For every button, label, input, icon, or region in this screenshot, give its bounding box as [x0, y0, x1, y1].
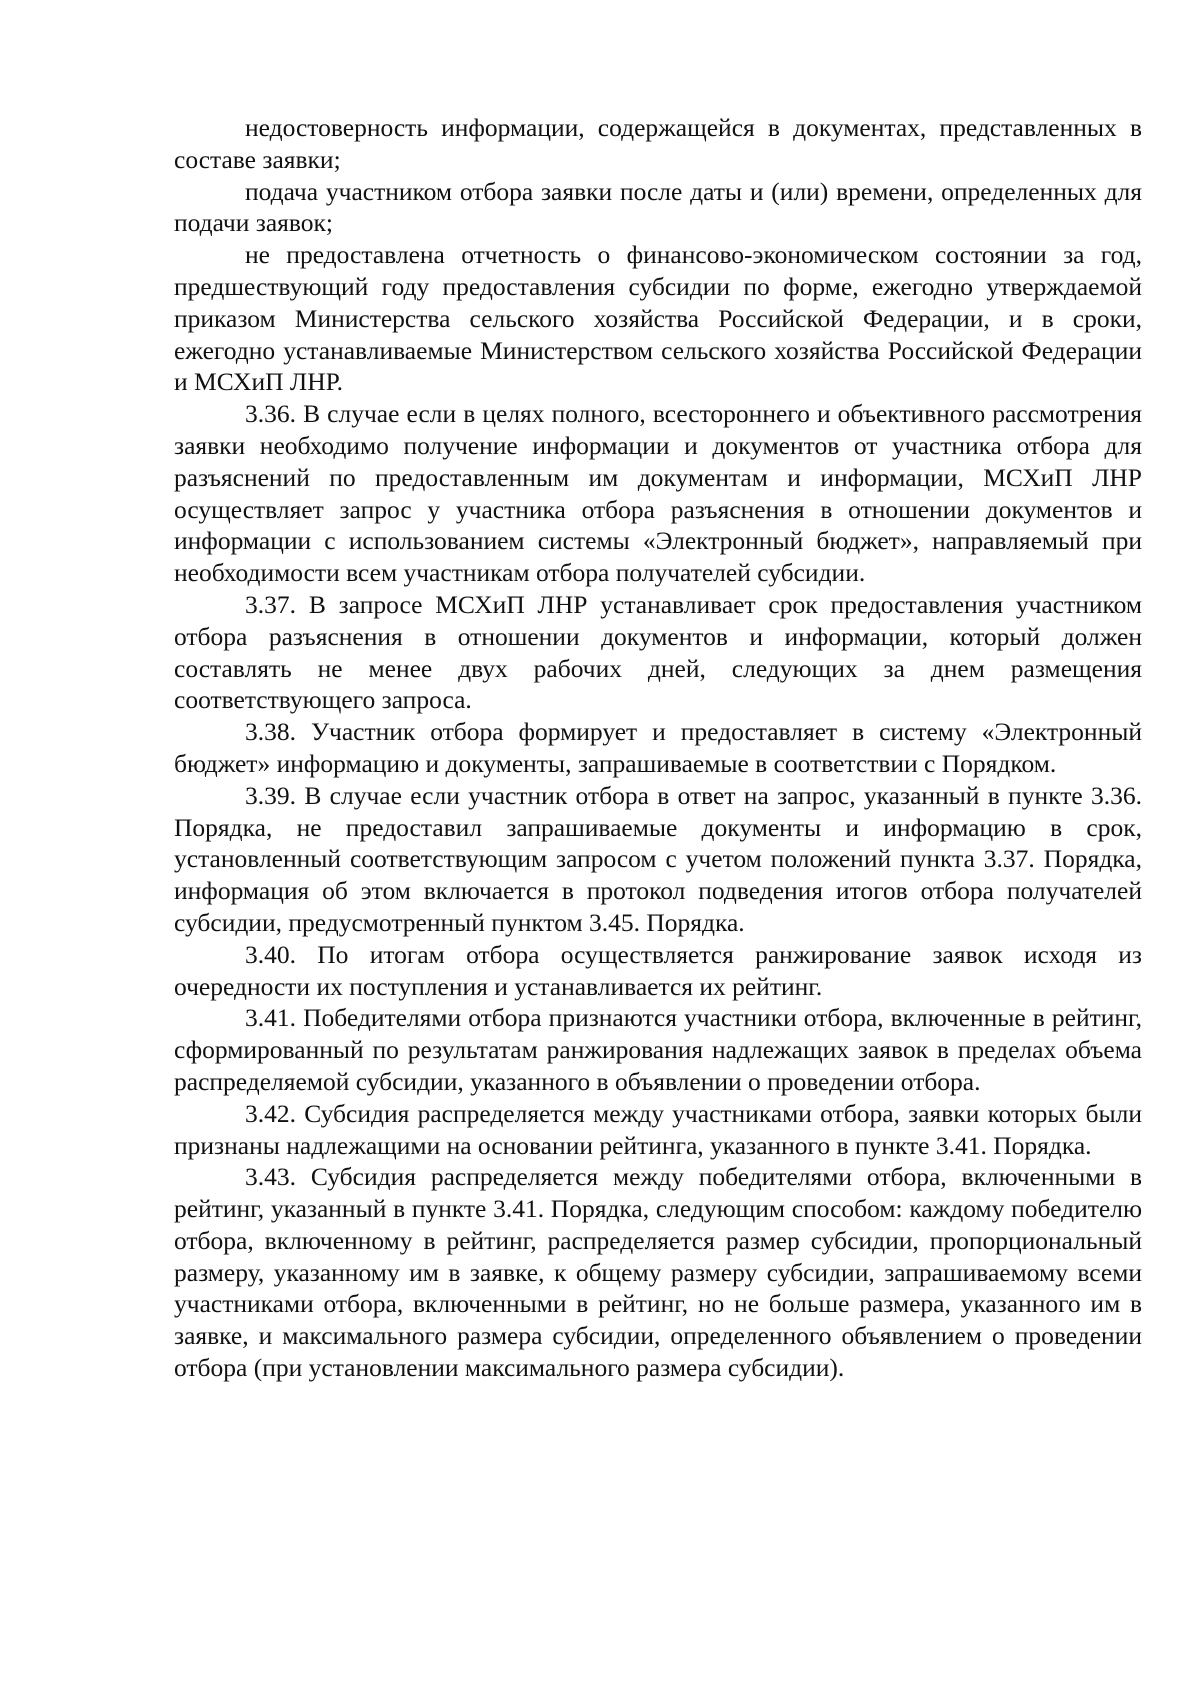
clause-3-36	[174, 398, 1142, 589]
clause-number: 3.41.	[245, 1003, 296, 1033]
clause-number: 3.43.	[245, 1162, 296, 1192]
clause-text: Участник отбора формирует и предоставляет в систему «Электронный бюджет» информацию и документы, запрашиваемые в соответствии с Порядком.	[174, 717, 1142, 778]
clause-text: В случае если в целях полного, всестороннего и объективного рассмотрения заявки необходимо получение информации и документов от участника отбора для разъяснений по предоставленным им документам и информации, МСХиП ЛНР осуществляет запрос у участника отбора разъяснения в отношении документов и информации с использованием системы «Электронный бюджет», направляемый при необходимости всем участникам отбора получателей субсидии.	[174, 399, 1142, 588]
clause-number: 3.42.	[245, 1098, 296, 1128]
clause-number: 3.40.	[245, 939, 296, 969]
paragraph	[174, 176, 1142, 240]
clause-text: Субсидия распределяется между победителями отбора, включенными в рейтинг, указанный в пункте 3.41. Порядка, следующим способом: каждому победителю отбора, включенному в рейтинг, распределяется размер субсидии, пропорциональный размеру, указанному им в заявке, к общему размеру субсидии, запрашиваемому всеми участниками отбора, включенными в рейтинг, но не больше размера, указанного им в заявке, и максимального размера субсидии, определенного объявлением о проведении отбора (при установлении максимального размера субсидии).	[174, 1162, 1143, 1383]
clause-number: 3.39.	[245, 780, 296, 810]
paragraph	[174, 112, 1142, 176]
paragraph-text: недостоверность информации, содержащейся в документах, представленных в составе заявки;	[174, 113, 1142, 174]
clause-3-42	[174, 1098, 1142, 1162]
clause-3-43	[174, 1161, 1142, 1384]
clause-text: В случае если участник отбора в ответ на запрос, указанный в пункте 3.36. Порядка, не предоставил запрашиваемые документы и информацию в срок, установленный соответствующим запросом с учетом положений пункта 3.37. Порядка, информация об этом включается в протокол подведения итогов отбора получателей субсидии, предусмотренный пунктом 3.45. Порядка.	[174, 780, 1143, 937]
clause-3-38	[174, 716, 1142, 780]
clause-text: В запросе МСХиП ЛНР устанавливает срок предоставления участником отбора разъяснения в отношении документов и информации, который должен составлять не менее двух рабочих дней, следующих за днем размещения соответствующего запроса.	[174, 589, 1142, 715]
document-page	[174, 112, 1142, 1384]
clause-3-41	[174, 1002, 1142, 1097]
clause-number: 3.37.	[245, 589, 296, 619]
clause-text: Победителями отбора признаются участники отбора, включенные в рейтинг, сформированный по результатам ранжирования надлежащих заявок в пределах объема распределяемой субсидии, указанного в объявлении о проведении отбора.	[174, 1003, 1142, 1096]
clause-number: 3.36.	[245, 399, 296, 429]
paragraph-text: не предоставлена отчетность о финансово-экономическом состоянии за год, предшествующий году предоставления субсидии по форме, ежегодно утверждаемой приказом Министерства сельского хозяйства Российской Федерации, и в сроки, ежегодно устанавливаемые Министерством сельского хозяйства Российской Федерации и МСХиП ЛНР.	[174, 240, 1142, 397]
paragraph-text: подача участником отбора заявки после даты и (или) времени, определенных для подачи заявок;	[174, 176, 1142, 238]
clause-text: Субсидия распределяется между участниками отбора, заявки которых были признаны надлежащими на основании рейтинга, указанного в пункте 3.41. Порядка.	[174, 1098, 1142, 1160]
clause-3-40	[174, 939, 1142, 1003]
clause-3-39	[174, 780, 1142, 939]
paragraph	[174, 239, 1142, 398]
clause-number: 3.38.	[245, 717, 296, 747]
clause-text: По итогам отбора осуществляется ранжирование заявок исходя из очередности их поступления и устанавливается их рейтинг.	[174, 939, 1142, 1001]
clause-3-37	[174, 589, 1142, 716]
